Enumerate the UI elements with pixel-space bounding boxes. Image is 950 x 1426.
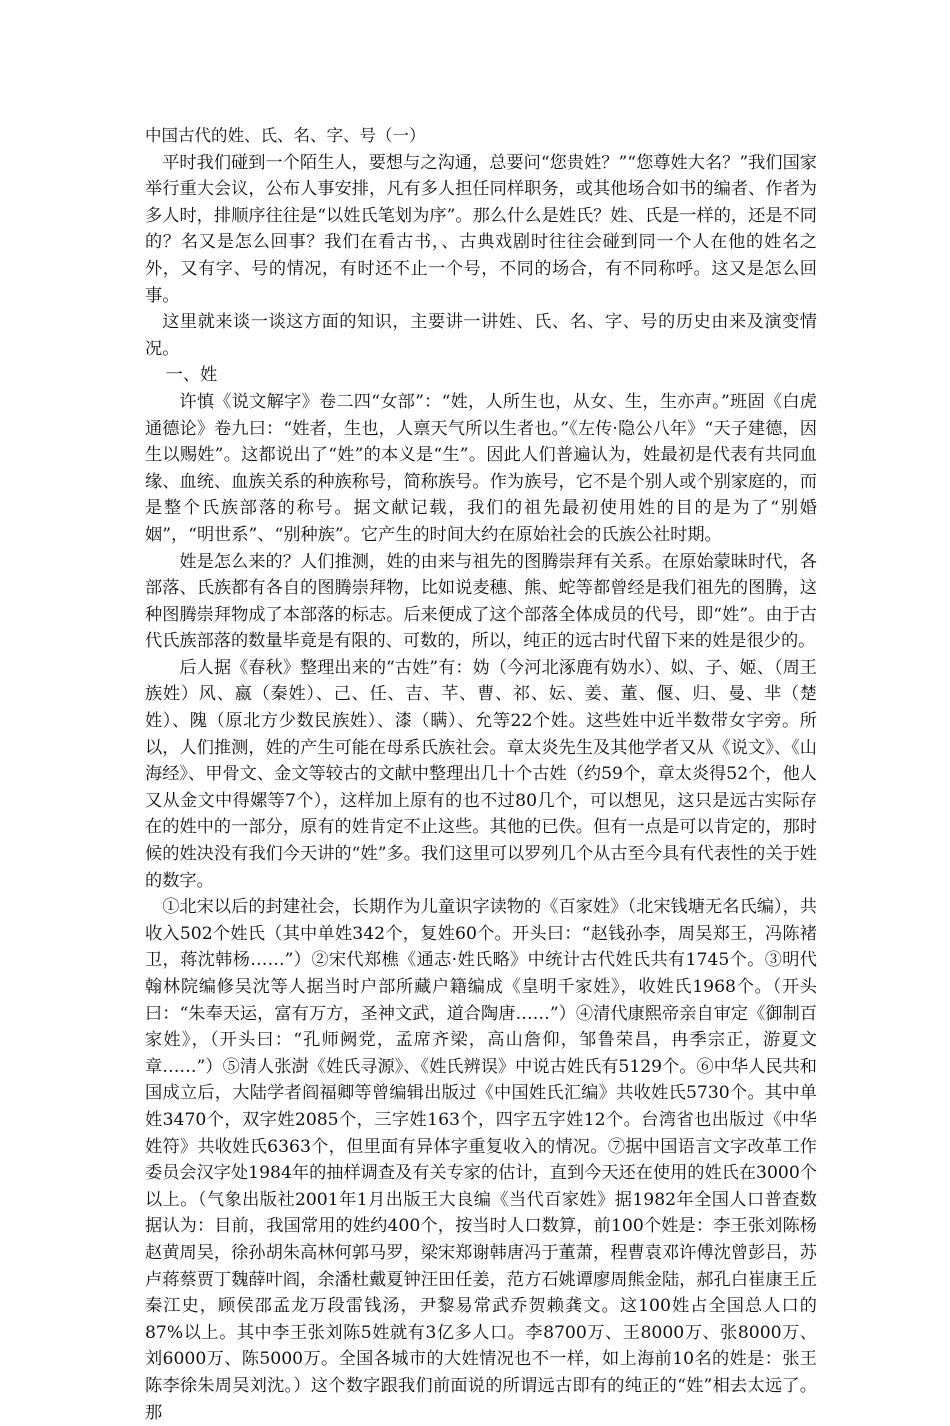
body-paragraph-1: 许慎《说文解字》卷二四“女部”：“姓，人所生也，从女、生，生亦声。”班固《白虎通德论》卷九曰：“姓者，生也，人禀天气所以生者也。”《左传·隐公八年》“天子建德，因生以赐姓”。这都说出了“姓”的本义是“生”。因此人们普遍认为，姓最初是代表有共同血缘、血统、血族关系的种族称号，简称族号。作为族号，它不是个别人或个别家庭的，而是整个氏族部落的称号。据文献记载，我们的祖先最初使用姓的目的是为了“别婚姻”，“明世系”、“别种族”。它产生的时间大约在原始社会的氏族公社时期。 (145, 391, 817, 545)
intro-paragraph-2: 这里就来谈一谈这方面的知识，主要讲一讲姓、氏、名、字、号的历史由来及演变情况。 (145, 312, 817, 359)
section-heading: 一、姓 (165, 365, 218, 386)
document-page (145, 123, 817, 1426)
body-paragraph-3: 后人据《春秋》整理出来的“古姓”有：妫（今河北涿鹿有妫水）、姒、子、姬、（周王族姓）风、嬴（秦姓）、己、任、吉、芊、曹、祁、妘、姜、董、偃、归、曼、芈（楚姓）、隗（原北方少数民族姓）、漆（瞒）、允等22个姓。这些姓中近半数带女字旁。所以，人们推测，姓的产生可能在母系氏族社会。章太炎先生及其他学者又从《说文》、《山海经》、甲骨文、金文等较古的文献中整理出几十个古姓（约59个，章太炎得52个，他人又从金文中得嫘等7个），这样加上原有的也不过80几个，可以想见，这只是远古实际存在的姓中的一部分，原有的姓肯定不止这些。其他的已佚。但有一点是可以肯定的，那时候的姓决没有我们今天讲的“姓”多。我们这里可以罗列几个从古至今具有代表性的关于姓的数字。 (145, 657, 817, 891)
body-paragraph-4: ①北宋以后的封建社会，长期作为儿童识字读物的《百家姓》（北宋钱塘无名氏编），共收入502个姓氏（其中单姓342个，复姓60个。开头曰：“赵钱孙李，周吴郑王，冯陈褚卫，蒋沈韩杨……”）②宋代郑樵《通志·姓氏略》中统计古代姓氏共有1745个。③明代翰林院编修吴沈等人据当时户部所藏户籍编成《皇明千家姓》，收姓氏1968个。（开头曰：“朱奉天运，富有万方，圣神文武，道合陶唐……”）④清代康熙帝亲自审定《御制百家姓》，（开头曰：“孔师阙党，孟席齐梁，高山詹仰，邹鲁荣昌，冉季宗正，游夏文章……”）⑤清人张澍《姓氏寻源》、《姓氏辨误》中说古姓氏有5129个。⑥中华人民共和国成立后，大陆学者阎福卿等曾编辑出版过《中国姓氏汇编》共收姓氏5730个。其中单姓3470个，双字姓2085个，三字姓163个，四字五字姓12个。台湾省也出版过《中华姓符》共收姓氏6363个，但里面有异体字重复收入的情况。⑦据中国语言文字改革工作委员会汉字处1984年的抽样调查及有关专家的估计，直到今天还在使用的姓氏在3000个以上。（气象出版社2001年1月出版王大良编《当代百家姓》据1982年全国人口普查数据认为：目前，我国常用的姓约400个，按当时人口数算，前100个姓是：李王张刘陈杨赵黄周吴，徐孙胡朱高林何郭马罗，梁宋郑谢韩唐冯于董萧，程曹袁邓许傅沈曾彭吕，苏卢蒋蔡贾丁魏薛叶阎，余潘杜戴夏钟汪田任姜，范方石姚谭廖周熊金陆，郝孔白崔康王丘秦江史，顾侯邵孟龙万段雷钱汤，尹黎易常武乔贺赖龚文。这100姓占全国总人口的87%以上。其中李王张刘陈5姓就有3亿多人口。李8700万、王8000万、张8000万、刘6000万、陈5000万。全国各城市的大姓情况也不一样，如上海前10名的姓是：张王陈李徐朱周吴刘沈。）这个数字跟我们前面说的所谓远古即有的纯正的“姓”相去太远了。那 (145, 897, 817, 1423)
body-paragraph-2: 姓是怎么来的？人们推测，姓的由来与祖先的图腾崇拜有关系。在原始蒙昧时代，各部落、氏族都有各自的图腾崇拜物，比如说麦穗、熊、蛇等都曾经是我们祖先的图腾，这种图腾崇拜物成了本部落的标志。后来便成了这个部落全体成员的代号，即“姓”。由于古代氏族部落的数量毕竟是有限的、可数的，所以，纯正的远古时代留下来的姓是很少的。 (145, 551, 817, 652)
document-title: 中国古代的姓、氏、名、字、号（一） (145, 126, 426, 145)
intro-paragraph: 平时我们碰到一个陌生人，要想与之沟通，总要问“您贵姓？”“您尊姓大名？”我们国家举行重大会议，公布人事安排，凡有多人担任同样职务，或其他场合如书的编者、作者为多人时，排顺序往往是“以姓氏笔划为序”。那么什么是姓氏？姓、氏是一样的，还是不同的？名又是怎么回事？我们在看古书，、古典戏剧时往往会碰到同一个人在他的姓名之外，又有字、号的情况，有时还不止一个号，不同的场合，有不同称呼。这又是怎么回事。 (145, 152, 817, 306)
